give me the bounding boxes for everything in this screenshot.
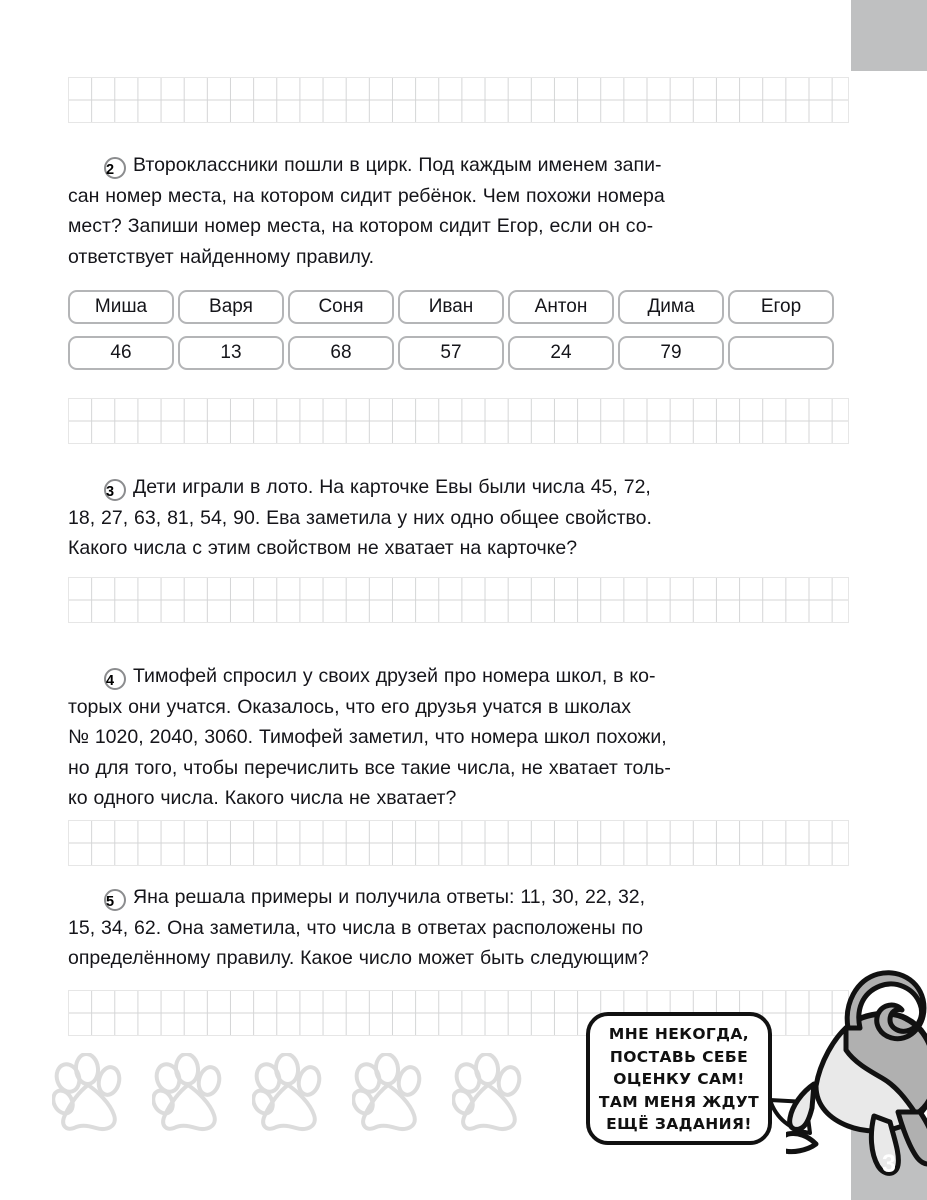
paw-print-icon xyxy=(52,1053,130,1137)
task-4-line-1 xyxy=(68,661,849,692)
task-5-line-2: 15, 34, 62. Она заметила, что числа в ответах расположены по xyxy=(68,916,643,939)
seat-table-names-row xyxy=(68,290,834,324)
answer-grid-2[interactable] xyxy=(68,398,849,444)
name-box: Миша xyxy=(68,290,174,324)
task-2-text-1: Второклассники пошли в цирк. Под каждым именем запи- xyxy=(133,154,662,176)
task-4 xyxy=(68,661,849,814)
speech-bubble xyxy=(586,1012,772,1145)
task-2-line-4: ответствует найденному правилу. xyxy=(68,245,375,268)
task-4-line-3: № 1020, 2040, 3060. Тимофей заметил, что номера школ похожи, xyxy=(68,726,667,748)
speech-bubble-line: ПОСТАВЬ СЕБЕ xyxy=(609,1047,749,1066)
name-box: Егор xyxy=(728,290,834,324)
task-number-badge: 5 xyxy=(104,889,126,911)
answer-grid-1[interactable] xyxy=(68,77,849,123)
speech-bubble-line: ОЦЕНКУ САМ! xyxy=(613,1070,745,1089)
task-5-line-3: определённому правилу. Какое число может быть следующим? xyxy=(68,947,649,969)
task-3-text-1: Дети играли в лото. На карточке Евы были числа 45, 72, xyxy=(133,476,651,498)
task-4-text-1: Тимофей спросил у своих друзей про номера школ, в ко- xyxy=(133,665,656,687)
task-2-line-1 xyxy=(68,150,849,181)
speech-bubble-line: МНЕ НЕКОГДА, xyxy=(608,1025,750,1044)
speech-bubble-line: ТАМ МЕНЯ ЖДУТ xyxy=(598,1092,760,1111)
task-4-line-5: ко одного числа. Какого числа не хватает? xyxy=(68,787,457,809)
task-3-line-1 xyxy=(68,472,849,503)
task-2-line-3: мест? Запиши номер места, на котором сидит Егор, если он со- xyxy=(68,215,654,237)
paw-print-icon xyxy=(252,1053,330,1137)
paw-print-icon xyxy=(452,1053,530,1137)
seat-number-box: 68 xyxy=(288,336,394,370)
name-box: Дима xyxy=(618,290,724,324)
task-3-line-2: 18, 27, 63, 81, 54, 90. Ева заметила у них одно общее свойство. xyxy=(68,506,652,529)
task-3-line-3: Какого числа с этим свойством не хватает на карточке? xyxy=(68,537,578,559)
task-2 xyxy=(68,150,849,272)
task-4-line-2: торых они учатся. Оказалось, что его друзья учатся в школах xyxy=(68,695,632,718)
speech-bubble-line: ЕЩЁ ЗАДАНИЯ! xyxy=(606,1115,752,1134)
name-box: Антон xyxy=(508,290,614,324)
task-number-badge: 2 xyxy=(104,157,126,179)
seat-answer-box[interactable] xyxy=(728,336,834,370)
task-number-badge: 4 xyxy=(104,668,126,690)
page-number: 3 xyxy=(882,1150,896,1178)
seat-number-box: 79 xyxy=(618,336,724,370)
corner-marker-top xyxy=(851,0,927,71)
name-box: Соня xyxy=(288,290,394,324)
task-3 xyxy=(68,472,849,564)
name-box: Иван xyxy=(398,290,504,324)
task-4-line-4: но для того, чтобы перечислить все такие числа, не хватает толь- xyxy=(68,756,671,779)
seat-table-numbers-row xyxy=(68,336,834,370)
task-2-line-2: сан номер места, на котором сидит ребёнок. Чем похожи номера xyxy=(68,184,665,207)
task-5 xyxy=(68,882,849,974)
seat-number-box: 46 xyxy=(68,336,174,370)
task-5-text-1: Яна решала примеры и получила ответы: 11, 30, 22, 32, xyxy=(133,886,646,908)
task-number-badge: 3 xyxy=(104,479,126,501)
seat-number-box: 24 xyxy=(508,336,614,370)
seat-number-box: 13 xyxy=(178,336,284,370)
answer-grid-3[interactable] xyxy=(68,577,849,623)
task-5-line-1 xyxy=(68,882,849,913)
paw-print-icon xyxy=(152,1053,230,1137)
seat-number-box: 57 xyxy=(398,336,504,370)
name-box: Варя xyxy=(178,290,284,324)
answer-grid-4[interactable] xyxy=(68,820,849,866)
paw-print-icon xyxy=(352,1053,430,1137)
